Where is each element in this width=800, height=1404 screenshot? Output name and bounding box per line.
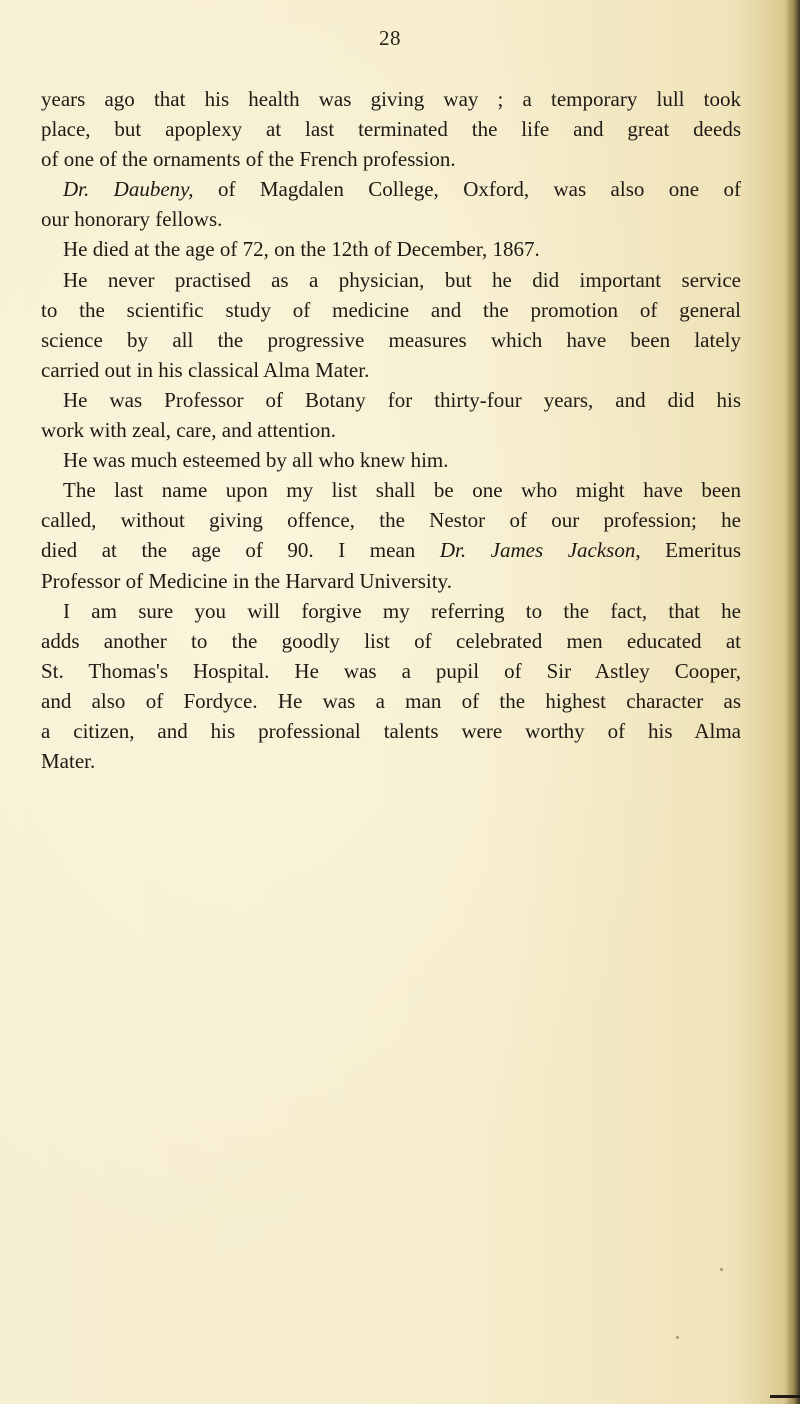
line-segment: Emeritus	[640, 538, 741, 563]
line-segment: carried out in his classical Alma Mater.	[41, 357, 370, 382]
page-edge-shadow	[786, 0, 800, 1404]
line-segment: to the scientific study of medicine and the promotion of general	[41, 297, 741, 322]
text-line	[41, 144, 741, 174]
text-line	[41, 204, 741, 234]
paper-speck	[720, 1268, 723, 1271]
line-segment: a citizen, and his professional talents were worthy of his Alma	[41, 718, 741, 743]
text-line	[41, 746, 741, 776]
line-segment: He died at the age of 72, on the 12th of December, 1867.	[63, 237, 540, 262]
line-segment: I am sure you will forgive my referring to the fact, that he	[63, 598, 741, 623]
text-line	[41, 325, 741, 355]
body-text	[41, 84, 741, 776]
line-segment: of Magdalen College, Oxford, was also one of	[193, 177, 741, 202]
text-line	[41, 265, 741, 295]
line-segment: He was much esteemed by all who knew him.	[63, 448, 449, 473]
line-segment: He never practised as a physician, but he did important service	[63, 267, 741, 292]
text-line	[41, 385, 741, 415]
text-line	[41, 566, 741, 596]
line-segment: of one of the ornaments of the French profession.	[41, 147, 456, 172]
page-corner-mark	[770, 1395, 800, 1398]
line-segment: The last name upon my list shall be one who might have been	[63, 478, 741, 503]
text-line	[41, 535, 741, 565]
line-segment: years ago that his health was giving way ; a temporary lull took	[41, 87, 741, 111]
line-segment: our honorary fellows.	[41, 207, 223, 232]
text-line	[41, 295, 741, 325]
line-segment: adds another to the goodly list of celebrated men educated at	[41, 628, 741, 653]
line-segment: work with zeal, care, and attention.	[41, 418, 337, 443]
line-segment: science by all the progressive measures which have been lately	[41, 327, 741, 352]
text-line	[41, 686, 741, 716]
paper-speck	[676, 1336, 679, 1339]
text-line	[41, 114, 741, 144]
line-segment: Professor of Medicine in the Harvard University.	[41, 568, 452, 593]
italic-text: Dr. James Jackson,	[439, 538, 641, 563]
text-line	[41, 84, 741, 114]
text-line	[41, 234, 741, 264]
page-number: 28	[379, 26, 401, 50]
line-segment: died at the age of 90. I mean	[41, 538, 440, 563]
text-line	[41, 505, 741, 535]
text-line	[41, 475, 741, 505]
text-line	[41, 174, 741, 204]
text-line	[41, 716, 741, 746]
text-line	[41, 626, 741, 656]
text-line	[41, 355, 741, 385]
line-segment: place, but apoplexy at last terminated the life and great deeds	[41, 117, 741, 142]
text-line	[41, 445, 741, 475]
italic-text: Dr. Daubeny,	[63, 177, 194, 202]
line-segment: St. Thomas's Hospital. He was a pupil of Sir Astley Cooper,	[41, 658, 741, 683]
text-line	[41, 656, 741, 686]
line-segment: called, without giving offence, the Nestor of our profession; he	[41, 508, 741, 533]
text-line	[41, 596, 741, 626]
line-segment: and also of Fordyce. He was a man of the highest character as	[41, 688, 741, 713]
line-segment: Mater.	[41, 749, 96, 774]
line-segment: He was Professor of Botany for thirty-four years, and did his	[63, 387, 741, 412]
text-line	[41, 415, 741, 445]
